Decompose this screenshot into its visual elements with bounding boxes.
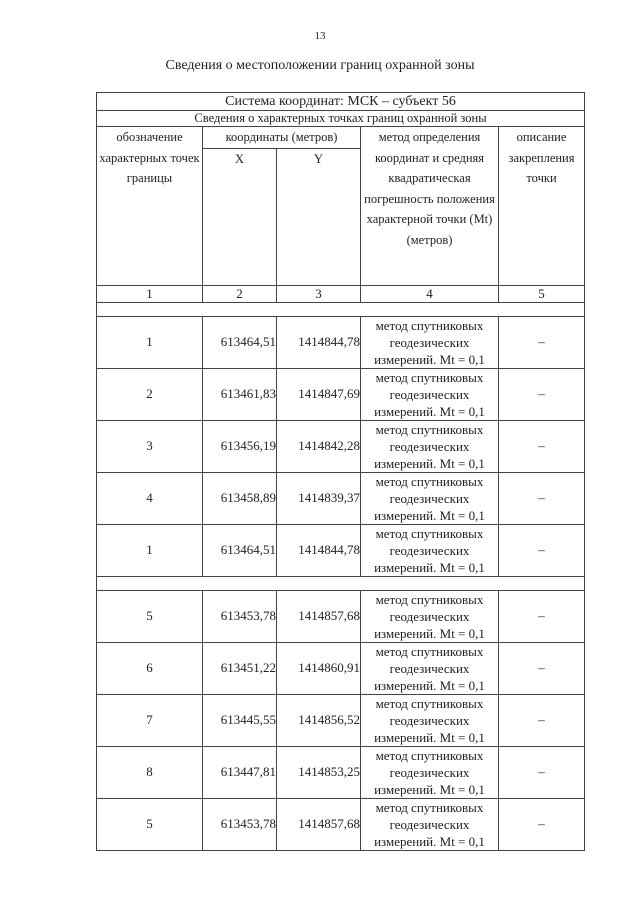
description-cell: – — [499, 472, 585, 524]
x-coordinate-cell: 613451,22 — [203, 642, 277, 694]
column-number: 2 — [203, 285, 277, 302]
method-cell: метод спутниковых геодезических измерений. Mt = 0,1 — [361, 420, 499, 472]
document-title: Сведения о местоположении границ охранной зоны — [165, 58, 475, 73]
x-coordinate-cell: 613458,89 — [203, 472, 277, 524]
table-row — [97, 524, 585, 576]
column-number: 4 — [361, 285, 499, 302]
table-row — [97, 472, 585, 524]
y-coordinate-cell: 1414853,25 — [277, 746, 361, 798]
method-cell: метод спутниковых геодезических измерений. Mt = 0,1 — [361, 316, 499, 368]
description-cell: – — [499, 590, 585, 642]
point-id-cell: 6 — [97, 642, 203, 694]
coord-system-cell: Система координат: МСК – субъект 56 — [97, 93, 585, 111]
header-y: Y — [277, 148, 361, 285]
table-row — [97, 590, 585, 642]
description-cell: – — [499, 316, 585, 368]
point-id-cell: 2 — [97, 368, 203, 420]
description-cell: – — [499, 694, 585, 746]
points-info-cell: Сведения о характерных точках границ охранной зоны — [97, 111, 585, 127]
x-coordinate-cell: 613456,19 — [203, 420, 277, 472]
point-id-cell: 8 — [97, 746, 203, 798]
points-info-row — [97, 111, 585, 127]
y-coordinate-cell: 1414860,91 — [277, 642, 361, 694]
x-coordinate-cell: 613461,83 — [203, 368, 277, 420]
point-id-cell: 3 — [97, 420, 203, 472]
table-row — [97, 368, 585, 420]
column-number-row — [97, 285, 585, 302]
table-row — [97, 642, 585, 694]
description-cell: – — [499, 642, 585, 694]
point-id-cell: 7 — [97, 694, 203, 746]
header-designation: обозначение характерных точек границы — [97, 127, 203, 286]
group-separator-row — [97, 302, 585, 316]
point-id-cell: 5 — [97, 798, 203, 850]
column-number: 1 — [97, 285, 203, 302]
coord-system-row — [97, 93, 585, 111]
description-cell: – — [499, 420, 585, 472]
y-coordinate-cell: 1414856,52 — [277, 694, 361, 746]
column-header-row — [97, 127, 585, 149]
x-coordinate-cell: 613464,51 — [203, 316, 277, 368]
method-cell: метод спутниковых геодезических измерений. Mt = 0,1 — [361, 694, 499, 746]
table-row — [97, 746, 585, 798]
column-number: 3 — [277, 285, 361, 302]
y-coordinate-cell: 1414857,68 — [277, 590, 361, 642]
table-row — [97, 694, 585, 746]
header-method: метод определения координат и средняя квадратическая погрешность положения характерной точки (Mt) (метров) — [361, 127, 499, 286]
method-cell: метод спутниковых геодезических измерений. Mt = 0,1 — [361, 746, 499, 798]
method-cell: метод спутниковых геодезических измерений. Mt = 0,1 — [361, 642, 499, 694]
point-id-cell: 1 — [97, 524, 203, 576]
group-separator-cell — [97, 576, 585, 590]
y-coordinate-cell: 1414842,28 — [277, 420, 361, 472]
method-cell: метод спутниковых геодезических измерений. Mt = 0,1 — [361, 590, 499, 642]
method-cell: метод спутниковых геодезических измерений. Mt = 0,1 — [361, 368, 499, 420]
x-coordinate-cell: 613453,78 — [203, 590, 277, 642]
header-description: описание закрепления точки — [499, 127, 585, 286]
y-coordinate-cell: 1414857,68 — [277, 798, 361, 850]
table-row — [97, 798, 585, 850]
column-number: 5 — [499, 285, 585, 302]
description-cell: – — [499, 524, 585, 576]
description-cell: – — [499, 368, 585, 420]
y-coordinate-cell: 1414839,37 — [277, 472, 361, 524]
table-row — [97, 420, 585, 472]
x-coordinate-cell: 613453,78 — [203, 798, 277, 850]
x-coordinate-cell: 613445,55 — [203, 694, 277, 746]
y-coordinate-cell: 1414844,78 — [277, 524, 361, 576]
header-coordinates: координаты (метров) — [203, 127, 361, 149]
page-number: 13 — [314, 30, 326, 42]
y-coordinate-cell: 1414847,69 — [277, 368, 361, 420]
group-separator-cell — [97, 302, 585, 316]
group-separator-row — [97, 576, 585, 590]
x-coordinate-cell: 613464,51 — [203, 524, 277, 576]
table-row — [97, 316, 585, 368]
x-coordinate-cell: 613447,81 — [203, 746, 277, 798]
y-coordinate-cell: 1414844,78 — [277, 316, 361, 368]
method-cell: метод спутниковых геодезических измерений. Mt = 0,1 — [361, 798, 499, 850]
point-id-cell: 1 — [97, 316, 203, 368]
header-x: X — [203, 148, 277, 285]
point-id-cell: 4 — [97, 472, 203, 524]
point-id-cell: 5 — [97, 590, 203, 642]
method-cell: метод спутниковых геодезических измерений. Mt = 0,1 — [361, 472, 499, 524]
description-cell: – — [499, 746, 585, 798]
boundary-points-table — [96, 92, 585, 851]
description-cell: – — [499, 798, 585, 850]
method-cell: метод спутниковых геодезических измерений. Mt = 0,1 — [361, 524, 499, 576]
